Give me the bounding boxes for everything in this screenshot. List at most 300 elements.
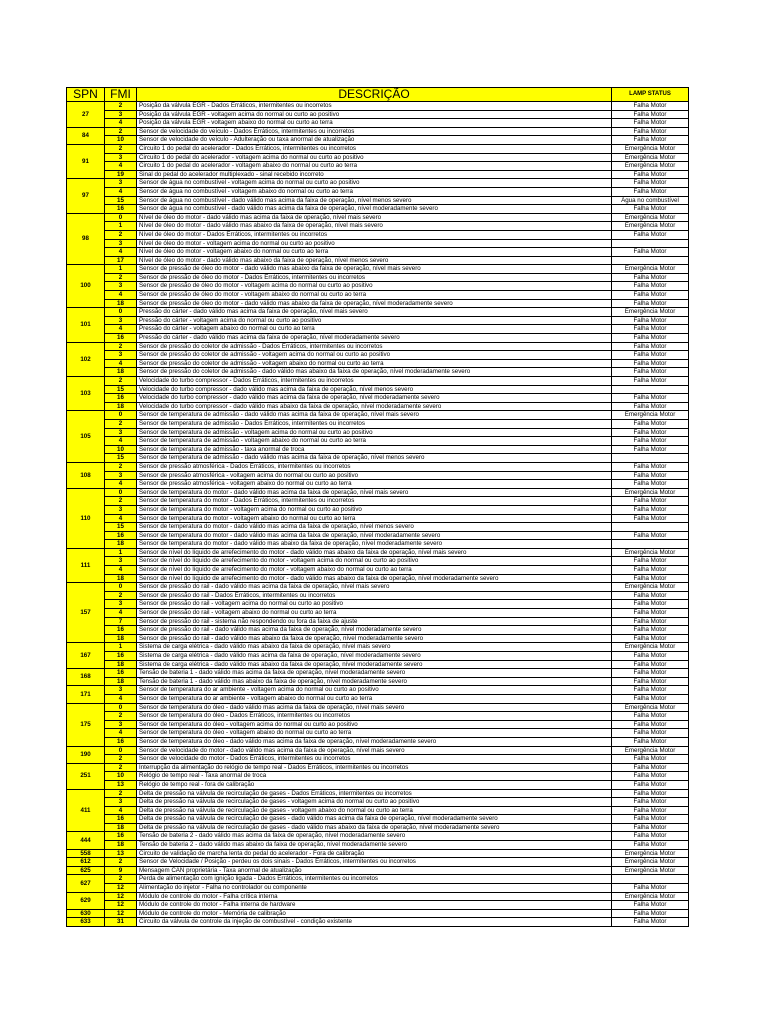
spn-cell: 110 <box>67 488 105 548</box>
spn-cell: 84 <box>67 127 105 144</box>
lamp-status-cell: Emergência Motor <box>612 548 689 557</box>
description-cell: Sinal do pedal do acelerador multiplexado - sinal recebido incorreto <box>137 170 612 179</box>
lamp-status-cell: Falha Motor <box>612 136 689 145</box>
table-row <box>67 548 689 557</box>
description-cell: Sensor de temperatura do motor - dado válido mas acima da faixa de operação, nível mais severo <box>137 488 612 497</box>
table-header-row <box>67 88 689 102</box>
table-row <box>67 102 689 111</box>
lamp-status-cell: Falha Motor <box>612 617 689 626</box>
fmi-cell: 18 <box>105 574 137 583</box>
lamp-status-cell: Falha Motor <box>612 652 689 661</box>
lamp-status-cell: Falha Motor <box>612 471 689 480</box>
table-row <box>67 119 689 128</box>
table-row <box>67 179 689 188</box>
description-cell: Módulo de controle do motor - Falha crítica interna <box>137 892 612 901</box>
fmi-cell: 10 <box>105 136 137 145</box>
spn-cell: 168 <box>67 669 105 686</box>
fault-code-table <box>66 87 689 927</box>
description-cell: Sensor de pressão do coletor de admissão - voltagem acima do normal ou curto ao positivo <box>137 351 612 360</box>
spn-cell: 411 <box>67 789 105 832</box>
lamp-status-cell: Falha Motor <box>612 342 689 351</box>
table-row <box>67 875 689 884</box>
lamp-status-cell: Falha Motor <box>612 737 689 746</box>
lamp-status-cell: Falha Motor <box>612 351 689 360</box>
fmi-cell: 2 <box>105 127 137 136</box>
lamp-status-cell: Falha Motor <box>612 720 689 729</box>
fmi-cell: 4 <box>105 566 137 575</box>
lamp-status-cell: Emergência Motor <box>612 222 689 231</box>
table-row <box>67 110 689 119</box>
table-row <box>67 660 689 669</box>
lamp-status-cell: Falha Motor <box>612 574 689 583</box>
spn-cell: 100 <box>67 265 105 308</box>
description-cell: Sensor de Velocidade / Posição - perdeu os dois sinais - Dados Erráticos, intermitentes ou incorretos <box>137 858 612 867</box>
table-row <box>67 677 689 686</box>
lamp-status-cell: Falha Motor <box>612 884 689 893</box>
table-row <box>67 239 689 248</box>
lamp-status-cell: Falha Motor <box>612 334 689 343</box>
lamp-status-cell: Falha Motor <box>612 437 689 446</box>
fault-code-sheet <box>66 87 688 927</box>
description-cell: Sensor de nível do líquido de arrefecimento do motor - dado válido mas abaixo da faixa de operação, nível moderadamente severo <box>137 574 612 583</box>
lamp-status-cell: Falha Motor <box>612 901 689 910</box>
description-cell: Sensor de temperatura de admissão - taxa anormal de troca <box>137 445 612 454</box>
table-row <box>67 282 689 291</box>
fmi-cell: 0 <box>105 703 137 712</box>
fmi-cell: 3 <box>105 798 137 807</box>
description-cell: Sensor de pressão do rail - dado válido mas acima da faixa de operação, nível moderadamente severo <box>137 626 612 635</box>
spn-cell: 171 <box>67 686 105 703</box>
lamp-status-cell: Falha Motor <box>612 170 689 179</box>
description-cell: Sensor de temperatura do motor - voltagem abaixo do normal ou curto ao terra <box>137 514 612 523</box>
fmi-cell: 1 <box>105 548 137 557</box>
table-row <box>67 600 689 609</box>
description-cell: Circuito da válvula de controle da injeção de combustível - condição existente <box>137 918 612 927</box>
lamp-status-cell: Falha Motor <box>612 909 689 918</box>
lamp-status-cell: Falha Motor <box>612 686 689 695</box>
fmi-cell: 16 <box>105 531 137 540</box>
spn-cell: 629 <box>67 892 105 909</box>
table-row <box>67 901 689 910</box>
table-row <box>67 918 689 927</box>
table-row <box>67 454 689 463</box>
fmi-cell: 3 <box>105 471 137 480</box>
fmi-cell: 4 <box>105 187 137 196</box>
fmi-cell: 0 <box>105 308 137 317</box>
fmi-cell: 12 <box>105 909 137 918</box>
lamp-status-cell: Emergência Motor <box>612 643 689 652</box>
lamp-status-cell: Falha Motor <box>612 669 689 678</box>
table-row <box>67 531 689 540</box>
description-cell: Pressão do cárter - dado válido mas acima da faixa de operação, nível moderadamente severo <box>137 334 612 343</box>
description-cell: Sensor de temperatura do ar ambiente - voltagem abaixo do normal ou curto ao terra <box>137 694 612 703</box>
lamp-status-cell: Emergência Motor <box>612 488 689 497</box>
fmi-cell: 0 <box>105 746 137 755</box>
spn-cell: 167 <box>67 643 105 669</box>
fmi-cell: 3 <box>105 351 137 360</box>
fmi-cell: 0 <box>105 213 137 222</box>
lamp-status-cell <box>612 256 689 265</box>
table-row <box>67 763 689 772</box>
description-cell: Circuito 1 do pedal do acelerador - voltagem acima do normal ou curto ao positivo <box>137 153 612 162</box>
table-row <box>67 334 689 343</box>
description-cell: Sensor de água no combustível - dado válido mas acima da faixa de operação, nível moderadamente severo <box>137 205 612 214</box>
fmi-cell: 2 <box>105 230 137 239</box>
description-cell: Sensor de temperatura de admissão - voltagem abaixo do normal ou curto ao terra <box>137 437 612 446</box>
description-cell: Sensor de temperatura do óleo - dado válido mas acima da faixa de operação, nível moderadamente severo <box>137 737 612 746</box>
spn-cell: 111 <box>67 548 105 582</box>
spn-cell: 103 <box>67 377 105 411</box>
spn-cell: 157 <box>67 583 105 643</box>
table-row <box>67 686 689 695</box>
description-cell: Sensor de água no combustível - voltagem acima do normal ou curto ao positivo <box>137 179 612 188</box>
description-cell: Sensor de temperatura do óleo - voltagem acima do normal ou curto ao positivo <box>137 720 612 729</box>
lamp-status-cell: Falha Motor <box>612 445 689 454</box>
table-row <box>67 909 689 918</box>
lamp-status-cell <box>612 385 689 394</box>
lamp-status-cell: Falha Motor <box>612 299 689 308</box>
lamp-status-cell: Falha Motor <box>612 119 689 128</box>
description-cell: Nível de óleo do motor - dado válido mas abaixo da faixa de operação, nível menos severo <box>137 256 612 265</box>
fmi-cell: 0 <box>105 488 137 497</box>
fmi-cell: 16 <box>105 626 137 635</box>
fmi-cell: 18 <box>105 634 137 643</box>
description-cell: Sensor de temperatura de admissão - voltagem acima do normal ou curto ao positivo <box>137 428 612 437</box>
lamp-status-cell <box>612 454 689 463</box>
description-cell: Sensor de água no combustível - dado válido mas acima da faixa de operação, nível menos severo <box>137 196 612 205</box>
description-cell: Módulo de controle do motor - Falha interna de hardware <box>137 901 612 910</box>
table-row <box>67 273 689 282</box>
description-cell: Relógio de tempo real - Taxa anormal de troca <box>137 772 612 781</box>
fmi-cell: 4 <box>105 514 137 523</box>
table-row <box>67 471 689 480</box>
description-cell: Sensor de nível do líquido de arrefecimento do motor - voltagem abaixo do normal ou curto ao terra <box>137 566 612 575</box>
lamp-status-cell: Falha Motor <box>612 179 689 188</box>
lamp-status-cell: Falha Motor <box>612 591 689 600</box>
table-row <box>67 428 689 437</box>
description-cell: Sensor de pressão do rail - voltagem acima do normal ou curto ao positivo <box>137 600 612 609</box>
table-row <box>67 806 689 815</box>
fmi-cell: 2 <box>105 789 137 798</box>
fmi-cell: 13 <box>105 780 137 789</box>
fmi-cell: 2 <box>105 712 137 721</box>
fmi-cell: 16 <box>105 737 137 746</box>
description-cell: Velocidade do turbo compressor - dado válido mas acima da faixa de operação, nível menos severo <box>137 385 612 394</box>
fmi-cell: 9 <box>105 866 137 875</box>
table-row <box>67 351 689 360</box>
fmi-cell: 3 <box>105 557 137 566</box>
description-cell: Sensor de pressão do rail - voltagem abaixo do normal ou curto ao terra <box>137 609 612 618</box>
table-row <box>67 196 689 205</box>
lamp-status-cell: Emergência Motor <box>612 583 689 592</box>
fmi-cell: 3 <box>105 720 137 729</box>
description-cell: Nível de óleo do motor - voltagem abaixo do normal ou curto ao terra <box>137 248 612 257</box>
fmi-cell: 2 <box>105 377 137 386</box>
fmi-cell: 10 <box>105 445 137 454</box>
fmi-cell: 15 <box>105 385 137 394</box>
fmi-cell: 4 <box>105 480 137 489</box>
fmi-cell: 16 <box>105 394 137 403</box>
lamp-status-cell: Falha Motor <box>612 273 689 282</box>
lamp-status-cell <box>612 239 689 248</box>
spn-cell: 91 <box>67 144 105 178</box>
fmi-cell: 31 <box>105 918 137 927</box>
table-row <box>67 772 689 781</box>
description-cell: Circuito 1 do pedal do acelerador - Dados Erráticos, intermitentes ou incorretos <box>137 144 612 153</box>
description-cell: Sensor de pressão do coletor de admissão - voltagem abaixo do normal ou curto ao terra <box>137 359 612 368</box>
table-row <box>67 669 689 678</box>
table-row <box>67 325 689 334</box>
table-row <box>67 505 689 514</box>
lamp-status-cell: Água no combustível <box>612 196 689 205</box>
table-row <box>67 144 689 153</box>
spn-cell: 612 <box>67 858 105 867</box>
description-cell: Sensor de pressão atmosférica - Dados Erráticos, intermitentes ou incorretos <box>137 462 612 471</box>
lamp-status-cell: Falha Motor <box>612 600 689 609</box>
lamp-status-cell <box>612 523 689 532</box>
lamp-status-cell: Falha Motor <box>612 815 689 824</box>
description-cell: Sensor de temperatura do motor - dado válido mas abaixo da faixa de operação, nível moderadamente severo <box>137 540 612 549</box>
table-row <box>67 462 689 471</box>
fmi-cell: 18 <box>105 540 137 549</box>
description-cell: Tensão de bateria 1 - dado válido mas acima da faixa de operação, nível moderadamente severo <box>137 669 612 678</box>
lamp-status-cell: Falha Motor <box>612 566 689 575</box>
lamp-status-cell: Falha Motor <box>612 514 689 523</box>
fmi-cell: 16 <box>105 669 137 678</box>
table-row <box>67 256 689 265</box>
lamp-status-cell: Falha Motor <box>612 368 689 377</box>
description-cell: Tensão de bateria 2 - dado válido mas abaixo da faixa de operação, nível moderadamente severo <box>137 841 612 850</box>
fmi-cell: 3 <box>105 600 137 609</box>
fmi-cell: 16 <box>105 832 137 841</box>
lamp-status-cell: Falha Motor <box>612 480 689 489</box>
fmi-cell: 3 <box>105 179 137 188</box>
description-cell: Nível de óleo do motor - dado válido mas abaixo da faixa de operação, nível mais severo <box>137 222 612 231</box>
table-row <box>67 703 689 712</box>
lamp-status-cell: Falha Motor <box>612 402 689 411</box>
description-cell: Relógio de tempo real - fora de calibração <box>137 780 612 789</box>
spn-cell: 633 <box>67 918 105 927</box>
description-cell: Nível de óleo do motor - dado válido mas acima da faixa de operação, nível mais severo <box>137 213 612 222</box>
table-row <box>67 205 689 214</box>
fmi-cell: 13 <box>105 849 137 858</box>
lamp-status-cell: Falha Motor <box>612 316 689 325</box>
lamp-status-cell: Falha Motor <box>612 505 689 514</box>
table-row <box>67 213 689 222</box>
spn-cell: 630 <box>67 909 105 918</box>
table-row <box>67 832 689 841</box>
description-cell: Sensor de pressão do rail - dado válido mas acima da faixa de operação, nível mais severo <box>137 583 612 592</box>
table-row <box>67 265 689 274</box>
description-cell: Velocidade do turbo compressor - dado válido mas acima da faixa de operação, nível moderadamente severo <box>137 394 612 403</box>
lamp-status-cell: Emergência Motor <box>612 849 689 858</box>
table-row <box>67 720 689 729</box>
fmi-cell: 2 <box>105 497 137 506</box>
lamp-status-cell: Falha Motor <box>612 205 689 214</box>
spn-cell: 251 <box>67 763 105 789</box>
table-row <box>67 884 689 893</box>
description-cell: Sensor de temperatura do óleo - voltagem abaixo do normal ou curto ao terra <box>137 729 612 738</box>
table-row <box>67 591 689 600</box>
fmi-cell: 19 <box>105 170 137 179</box>
lamp-status-cell <box>612 540 689 549</box>
lamp-status-cell: Falha Motor <box>612 694 689 703</box>
lamp-status-cell: Falha Motor <box>612 806 689 815</box>
lamp-status-cell: Falha Motor <box>612 634 689 643</box>
lamp-status-cell: Falha Motor <box>612 789 689 798</box>
table-row <box>67 866 689 875</box>
lamp-status-cell: Falha Motor <box>612 798 689 807</box>
table-row <box>67 609 689 618</box>
table-row <box>67 634 689 643</box>
fmi-cell: 16 <box>105 815 137 824</box>
description-cell: Delta de pressão na válvula de recirculação de gases - dado válido mas acima da faixa de operação, nível moderadamente severo <box>137 815 612 824</box>
fmi-cell: 2 <box>105 875 137 884</box>
table-row <box>67 342 689 351</box>
table-row <box>67 402 689 411</box>
lamp-status-cell: Emergência Motor <box>612 858 689 867</box>
lamp-status-cell: Falha Motor <box>612 359 689 368</box>
table-row <box>67 385 689 394</box>
fmi-cell: 2 <box>105 144 137 153</box>
lamp-status-cell: Emergência Motor <box>612 892 689 901</box>
description-cell: Sensor de água no combustível - voltagem abaixo do normal ou curto ao terra <box>137 187 612 196</box>
spn-cell: 558 <box>67 849 105 858</box>
description-cell: Sistema de carga elétrica - dado válido mas abaixo da faixa de operação, nível mais severo <box>137 643 612 652</box>
table-row <box>67 574 689 583</box>
fmi-cell: 3 <box>105 316 137 325</box>
description-cell: Pressão do cárter - voltagem acima do normal ou curto ao positivo <box>137 316 612 325</box>
fmi-cell: 4 <box>105 437 137 446</box>
table-row <box>67 746 689 755</box>
description-cell: Sensor de pressão do rail - dado válido mas abaixo da faixa de operação, nível moderadamente severo <box>137 634 612 643</box>
description-cell: Sensor de temperatura do motor - Dados Erráticos, intermitentes ou incorretos <box>137 497 612 506</box>
lamp-status-cell: Falha Motor <box>612 755 689 764</box>
table-row <box>67 445 689 454</box>
fmi-cell: 1 <box>105 222 137 231</box>
description-cell: Sensor de nível do líquido de arrefecimento do motor - dado válido mas abaixo da faixa de operação, nível mais severo <box>137 548 612 557</box>
table-row <box>67 497 689 506</box>
table-row <box>67 626 689 635</box>
spn-cell: 444 <box>67 832 105 849</box>
spn-cell: 102 <box>67 342 105 376</box>
lamp-status-cell: Emergência Motor <box>612 411 689 420</box>
table-row <box>67 566 689 575</box>
lamp-status-cell: Emergência Motor <box>612 746 689 755</box>
fmi-cell: 4 <box>105 806 137 815</box>
fmi-cell: 18 <box>105 660 137 669</box>
spn-cell: 627 <box>67 875 105 892</box>
table-row <box>67 729 689 738</box>
table-row <box>67 291 689 300</box>
description-cell: Tensão de bateria 1 - dado válido mas abaixo da faixa de operação, nível moderadamente severo <box>137 677 612 686</box>
fmi-cell: 4 <box>105 162 137 171</box>
table-row <box>67 798 689 807</box>
fmi-cell: 2 <box>105 763 137 772</box>
table-row <box>67 437 689 446</box>
lamp-status-cell: Emergência Motor <box>612 866 689 875</box>
lamp-status-cell: Falha Motor <box>612 763 689 772</box>
lamp-status-cell: Falha Motor <box>612 918 689 927</box>
description-cell: Pressão do cárter - voltagem abaixo do normal ou curto ao terra <box>137 325 612 334</box>
table-row <box>67 299 689 308</box>
fmi-cell: 4 <box>105 325 137 334</box>
table-row <box>67 316 689 325</box>
description-cell: Pressão do cárter - dado válido mas acima da faixa de operação, nível mais severo <box>137 308 612 317</box>
description-cell: Nível de óleo do motor - voltagem acima do normal ou curto ao positivo <box>137 239 612 248</box>
table-row <box>67 377 689 386</box>
table-row <box>67 652 689 661</box>
lamp-status-cell: Falha Motor <box>612 729 689 738</box>
table-row <box>67 583 689 592</box>
fmi-cell: 4 <box>105 609 137 618</box>
table-row <box>67 737 689 746</box>
spn-cell: 101 <box>67 308 105 342</box>
description-cell: Perda de alimentação com ignição ligada - Dados Erráticos, intermitentes ou incorretos <box>137 875 612 884</box>
description-cell: Velocidade do turbo compressor - Dados Erráticos, intermitentes ou incorretos <box>137 377 612 386</box>
lamp-status-cell: Falha Motor <box>612 428 689 437</box>
description-cell: Sensor de temperatura do ar ambiente - voltagem acima do normal ou curto ao positivo <box>137 686 612 695</box>
fmi-cell: 18 <box>105 299 137 308</box>
lamp-status-cell: Falha Motor <box>612 531 689 540</box>
description-cell: Sensor de nível do líquido de arrefecimento do motor - voltagem acima do normal ou curto ao positivo <box>137 557 612 566</box>
table-row <box>67 222 689 231</box>
fmi-cell: 15 <box>105 196 137 205</box>
description-cell: Delta de pressão na válvula de recirculação de gases - dado válido mas abaixo da faixa de operação, nível moderadamente severo <box>137 823 612 832</box>
lamp-status-cell: Falha Motor <box>612 677 689 686</box>
lamp-status-cell: Falha Motor <box>612 377 689 386</box>
description-cell: Sensor de velocidade do veículo - Dados Erráticos, intermitentes ou incorretos <box>137 127 612 136</box>
fmi-cell: 0 <box>105 411 137 420</box>
lamp-status-cell: Emergência Motor <box>612 703 689 712</box>
table-row <box>67 308 689 317</box>
fmi-cell: 2 <box>105 858 137 867</box>
table-row <box>67 248 689 257</box>
description-cell: Sensor de temperatura do motor - dado válido mas acima da faixa de operação, nível menos severo <box>137 523 612 532</box>
table-body <box>67 102 689 927</box>
table-row <box>67 892 689 901</box>
description-cell: Interrupção da alimentação do relógio de tempo real - Dados Erráticos, intermitentes ou incorretos <box>137 763 612 772</box>
lamp-status-cell: Falha Motor <box>612 282 689 291</box>
description-cell: Sensor de pressão de óleo do motor - dado válido mas abaixo da faixa de operação, nível mais severo <box>137 265 612 274</box>
description-cell: Delta de pressão na válvula de recirculação de gases - voltagem acima do normal ou curto ao positivo <box>137 798 612 807</box>
fmi-cell: 4 <box>105 291 137 300</box>
description-cell: Sensor de pressão de óleo do motor - Dados Erráticos, intermitentes ou incorretos <box>137 273 612 282</box>
description-cell: Sensor de velocidade do motor - dado válido mas acima da faixa de operação, nível mais severo <box>137 746 612 755</box>
table-row <box>67 368 689 377</box>
description-cell: Circuito de validação de marcha lenta do pedal do acelerador - Fora de calibração <box>137 849 612 858</box>
fmi-cell: 3 <box>105 239 137 248</box>
description-cell: Circuito 1 do pedal do acelerador - voltagem abaixo do normal ou curto ao terra <box>137 162 612 171</box>
lamp-status-cell: Falha Motor <box>612 626 689 635</box>
lamp-status-cell: Emergência Motor <box>612 162 689 171</box>
lamp-status-cell: Falha Motor <box>612 291 689 300</box>
lamp-status-cell: Falha Motor <box>612 462 689 471</box>
spn-cell: 190 <box>67 746 105 763</box>
lamp-status-cell: Falha Motor <box>612 248 689 257</box>
lamp-status-cell: Falha Motor <box>612 497 689 506</box>
description-cell: Sensor de velocidade do motor - Dados Erráticos, intermitentes ou incorretos <box>137 755 612 764</box>
table-row <box>67 136 689 145</box>
description-cell: Sistema de carga elétrica - dado válido mas acima da faixa de operação, nível moderadamente severo <box>137 652 612 661</box>
fmi-cell: 0 <box>105 583 137 592</box>
lamp-status-cell: Falha Motor <box>612 841 689 850</box>
description-cell: Módulo de controle do motor - Memória de calibração <box>137 909 612 918</box>
description-cell: Mensagem CAN proprietária - Taxa anormal de atualização <box>137 866 612 875</box>
description-cell: Sensor de temperatura de admissão - dado válido mas acima da faixa de operação, nível menos severo <box>137 454 612 463</box>
fmi-cell: 18 <box>105 677 137 686</box>
description-cell: Delta de pressão na válvula de recirculação de gases - Dados Erráticos, intermitentes ou incorretos <box>137 789 612 798</box>
